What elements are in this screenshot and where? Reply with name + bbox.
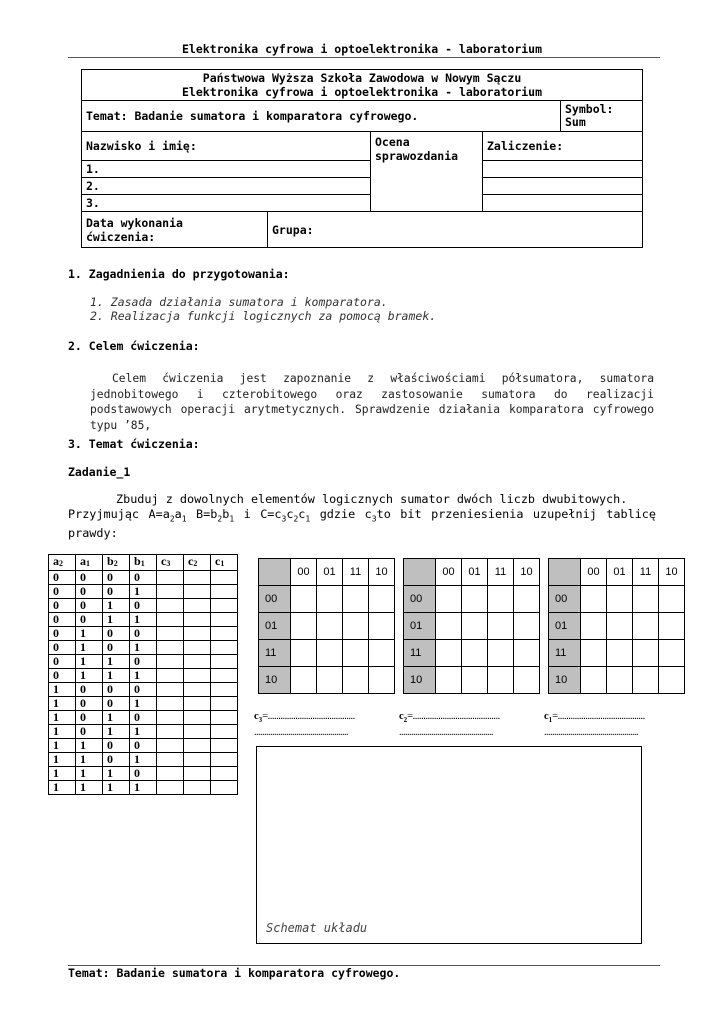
kmap-cell[interactable] <box>581 613 607 640</box>
task-line-3: prawdy: <box>68 526 118 541</box>
truth-input-cell: 1 <box>130 613 157 627</box>
truth-input-cell: 1 <box>103 599 130 613</box>
truth-input-cell: 1 <box>49 753 76 767</box>
kmap-cell[interactable] <box>659 667 685 694</box>
name-label-cell <box>82 132 371 161</box>
truth-header-cell: $a_1$ <box>76 555 103 571</box>
truth-output-cell[interactable] <box>184 697 211 711</box>
truth-input-cell: 0 <box>76 697 103 711</box>
truth-input-cell: 0 <box>130 571 157 585</box>
section-1-item: 2. Realizacja funkcji logicznych za pomocą bramek. <box>90 309 437 323</box>
truth-input-cell: 1 <box>130 697 157 711</box>
task-text: b <box>222 507 230 521</box>
kmap-cell[interactable] <box>369 586 395 613</box>
kmap-result-line[interactable]: ............................................... <box>544 727 638 738</box>
section-3-heading: 3. Temat ćwiczenia: <box>68 437 200 451</box>
kmap-cell[interactable] <box>369 613 395 640</box>
truth-input-cell: 1 <box>76 753 103 767</box>
kmap-cell[interactable] <box>462 613 488 640</box>
truth-input-cell: 1 <box>103 767 130 781</box>
kmap-corner <box>259 559 291 586</box>
truth-output-cell[interactable] <box>184 585 211 599</box>
truth-output-cell[interactable] <box>184 669 211 683</box>
task-line-2: Przyjmując $A=a_2a_1$ $B=b_2b_1$ i $C=c_3c_2c_1$ gdzie $c_3to$ bit przeniesienia uzupełnij tablicę <box>68 507 657 524</box>
truth-input-cell: 1 <box>76 739 103 753</box>
truth-output-cell[interactable] <box>184 641 211 655</box>
date-label: Data wykonania ćwiczenia: <box>86 215 183 244</box>
truth-input-cell: 0 <box>103 571 130 585</box>
student-row-2[interactable] <box>82 178 371 195</box>
kmap-cell[interactable] <box>317 667 343 694</box>
kmap-cell[interactable] <box>633 586 659 613</box>
truth-input-cell: 1 <box>76 627 103 641</box>
truth-input-cell: 0 <box>130 599 157 613</box>
truth-row <box>49 669 238 683</box>
topic-text: Temat: Badanie sumatora i komparatora cyfrowego. <box>86 109 419 123</box>
truth-input-cell: 0 <box>49 627 76 641</box>
truth-output-cell[interactable] <box>184 613 211 627</box>
truth-row <box>49 613 238 627</box>
truth-input-cell: 0 <box>103 739 130 753</box>
kmap-cell[interactable] <box>607 613 633 640</box>
task-line-1: Zbuduj z dowolnych elementów logicznych sumator dwóch liczb dwubitowych. <box>116 492 628 506</box>
truth-input-cell: 0 <box>130 711 157 725</box>
kmap-cell[interactable] <box>436 640 462 667</box>
truth-output-cell[interactable] <box>184 627 211 641</box>
name-label: Nazwisko i imię: <box>86 139 197 153</box>
truth-output-cell[interactable] <box>157 781 184 795</box>
truth-row <box>49 599 238 613</box>
truth-input-cell: 1 <box>49 781 76 795</box>
kmap-row-header: 00 <box>549 586 581 613</box>
truth-input-cell: 0 <box>76 725 103 739</box>
kmap-cell[interactable] <box>659 586 685 613</box>
truth-input-cell: 0 <box>130 739 157 753</box>
truth-input-cell: 0 <box>76 613 103 627</box>
truth-header-cell: $c_2$ <box>184 555 211 571</box>
section-1-item: 1. Zasada działania sumatora i komparatora. <box>90 295 388 309</box>
course-name: Elektronika cyfrowa i optoelektronika - laboratorium <box>182 85 543 99</box>
kmap-cell[interactable] <box>462 667 488 694</box>
kmap-cell[interactable] <box>343 640 369 667</box>
credit-row-3[interactable] <box>483 195 643 212</box>
kmap-cell[interactable] <box>633 640 659 667</box>
kmap-corner <box>549 559 581 586</box>
truth-input-cell: 1 <box>103 711 130 725</box>
kmap-row-header: 00 <box>259 586 291 613</box>
row-number: 1. <box>86 162 100 176</box>
truth-input-cell: 0 <box>76 571 103 585</box>
truth-output-cell[interactable] <box>211 739 238 753</box>
kmap-cell[interactable] <box>291 613 317 640</box>
kmap-row-header: 01 <box>404 613 436 640</box>
kmap-cell[interactable] <box>369 640 395 667</box>
kmap-row-header: 01 <box>549 613 581 640</box>
kmap-cell[interactable] <box>514 613 540 640</box>
truth-input-cell: 1 <box>103 781 130 795</box>
kmap-col-header: 00 <box>291 559 317 586</box>
truth-output-cell[interactable] <box>211 613 238 627</box>
truth-input-cell: 1 <box>130 669 157 683</box>
kmap-cell[interactable] <box>633 667 659 694</box>
truth-output-cell[interactable] <box>184 599 211 613</box>
truth-header-cell: $b_1$ <box>130 555 157 571</box>
symbol-label: Symbol: <box>565 102 614 116</box>
truth-input-cell: 1 <box>49 767 76 781</box>
truth-input-cell: 0 <box>130 767 157 781</box>
kmap-cell[interactable] <box>291 640 317 667</box>
truth-row <box>49 697 238 711</box>
truth-input-cell: 0 <box>103 697 130 711</box>
truth-input-cell: 1 <box>130 641 157 655</box>
truth-output-cell[interactable] <box>211 599 238 613</box>
kmap-cell[interactable] <box>607 667 633 694</box>
task-text: c <box>298 507 306 521</box>
kmap-cell[interactable] <box>436 586 462 613</box>
truth-input-cell: 1 <box>49 725 76 739</box>
truth-output-cell[interactable] <box>211 627 238 641</box>
truth-input-cell: 1 <box>103 613 130 627</box>
truth-output-cell[interactable] <box>184 683 211 697</box>
truth-row <box>49 655 238 669</box>
truth-output-cell[interactable] <box>211 781 238 795</box>
truth-row <box>49 711 238 725</box>
truth-output-cell[interactable] <box>184 655 211 669</box>
kmap-table <box>548 558 685 694</box>
truth-input-cell: 0 <box>49 641 76 655</box>
task-text: to bit przeniesienia uzupełnij tablicę <box>376 507 657 521</box>
truth-input-cell: 0 <box>49 585 76 599</box>
truth-input-cell: 0 <box>76 585 103 599</box>
truth-input-cell: 1 <box>76 781 103 795</box>
kmap-cell[interactable] <box>607 586 633 613</box>
task-text: a <box>174 507 182 521</box>
kmap-col-header: 00 <box>436 559 462 586</box>
kmap-cell[interactable] <box>514 667 540 694</box>
kmap-cell[interactable] <box>436 613 462 640</box>
kmap-col-header: 11 <box>343 559 369 586</box>
student-row-3[interactable] <box>82 195 371 212</box>
truth-input-cell: 1 <box>130 753 157 767</box>
kmap-cell[interactable] <box>317 640 343 667</box>
kmap-col-header: 10 <box>659 559 685 586</box>
kmap-col-header: 11 <box>633 559 659 586</box>
kmap-cell[interactable] <box>462 586 488 613</box>
truth-input-cell: 0 <box>130 683 157 697</box>
kmap-col-header: 00 <box>581 559 607 586</box>
task-text: B=b <box>186 507 218 521</box>
kmap-col-header: 01 <box>462 559 488 586</box>
truth-input-cell: 0 <box>76 683 103 697</box>
truth-row <box>49 571 238 585</box>
grade-cell <box>371 132 483 212</box>
kmap-cell[interactable] <box>581 667 607 694</box>
truth-input-cell: 1 <box>103 725 130 739</box>
truth-output-cell[interactable] <box>157 711 184 725</box>
kmap-cell[interactable] <box>514 640 540 667</box>
truth-output-cell[interactable] <box>184 739 211 753</box>
truth-output-cell[interactable] <box>157 655 184 669</box>
kmap-col-header: 10 <box>369 559 395 586</box>
section-2-heading: 2. Celem ćwiczenia: <box>68 339 200 353</box>
credit-row-2[interactable] <box>483 178 643 195</box>
kmap-cell[interactable] <box>436 667 462 694</box>
schematic-box[interactable] <box>256 746 642 944</box>
task-text: i C=c <box>234 507 282 521</box>
grade-label: Ocena sprawozdania <box>375 135 459 163</box>
task-text: gdzie c <box>310 507 372 521</box>
footer-topic: Temat: Badanie sumatora i komparatora cyfrowego. <box>68 966 401 980</box>
row-number: 3. <box>86 196 100 210</box>
kmap-cell[interactable] <box>488 667 514 694</box>
truth-header-cell: $c_3$ <box>157 555 184 571</box>
schematic-label: Schemat układu <box>266 921 368 935</box>
kmap-row-header: 01 <box>259 613 291 640</box>
kmap-row-header: 10 <box>404 667 436 694</box>
truth-input-cell: 0 <box>103 753 130 767</box>
truth-input-cell: 1 <box>76 767 103 781</box>
kmap-result-label[interactable]: $c_1=$......................................... <box>544 711 645 725</box>
truth-output-cell[interactable] <box>157 725 184 739</box>
truth-output-cell[interactable] <box>184 725 211 739</box>
kmap-corner <box>404 559 436 586</box>
truth-row <box>49 781 238 795</box>
kmap-cell[interactable] <box>462 640 488 667</box>
symbol-value: Sum <box>565 115 586 129</box>
kmap-cell[interactable] <box>291 586 317 613</box>
truth-output-cell[interactable] <box>211 753 238 767</box>
kmap-col-header: 11 <box>488 559 514 586</box>
kmap-cell[interactable] <box>581 640 607 667</box>
truth-input-cell: 1 <box>103 669 130 683</box>
truth-input-cell: 0 <box>49 599 76 613</box>
truth-output-cell[interactable] <box>157 613 184 627</box>
truth-output-cell[interactable] <box>157 627 184 641</box>
truth-input-cell: 0 <box>103 641 130 655</box>
truth-output-cell[interactable] <box>184 711 211 725</box>
truth-output-cell[interactable] <box>211 585 238 599</box>
date-cell[interactable] <box>82 212 268 248</box>
row-number: 2. <box>86 179 100 193</box>
truth-input-cell: 0 <box>49 613 76 627</box>
kmap-row-header: 10 <box>549 667 581 694</box>
truth-output-cell[interactable] <box>157 683 184 697</box>
truth-output-cell[interactable] <box>157 571 184 585</box>
truth-output-cell[interactable] <box>211 697 238 711</box>
truth-row <box>49 641 238 655</box>
kmap-row-header: 11 <box>259 640 291 667</box>
section-2-paragraph: Celem ćwiczenia jest zapoznanie z właściwościami półsumatora, sumatora jednobitowego i czterobitowego oraz zastosowanie sumatora do realizacji podstawowych operacji arytmetycznych. Sprawdzenie działania komparatora cyfrowego typu ’85, <box>90 372 654 432</box>
truth-input-cell: 1 <box>130 725 157 739</box>
kmap-col-header: 01 <box>607 559 633 586</box>
truth-input-cell: 0 <box>103 585 130 599</box>
truth-input-cell: 1 <box>76 641 103 655</box>
truth-input-cell: 0 <box>49 571 76 585</box>
truth-row <box>49 683 238 697</box>
student-row-1[interactable] <box>82 161 371 178</box>
truth-input-cell: 0 <box>103 683 130 697</box>
credit-label-cell <box>483 132 643 161</box>
truth-output-cell[interactable] <box>184 753 211 767</box>
truth-table <box>48 554 238 795</box>
kmap-cell[interactable] <box>343 586 369 613</box>
kmap-cell[interactable] <box>633 613 659 640</box>
task-text: Przyjmując A=a <box>68 507 170 521</box>
truth-output-cell[interactable] <box>157 697 184 711</box>
truth-input-cell: 0 <box>49 655 76 669</box>
kmap-col-header: 10 <box>514 559 540 586</box>
truth-output-cell[interactable] <box>211 641 238 655</box>
kmap-row-header: 10 <box>259 667 291 694</box>
kmap-cell[interactable] <box>488 640 514 667</box>
header-divider <box>68 57 660 58</box>
group-label: Grupa: <box>272 222 314 237</box>
truth-input-cell: 1 <box>49 739 76 753</box>
truth-output-cell[interactable] <box>157 585 184 599</box>
truth-output-cell[interactable] <box>157 599 184 613</box>
truth-input-cell: 1 <box>76 655 103 669</box>
truth-output-cell[interactable] <box>184 781 211 795</box>
truth-header-cell: $c_1$ <box>211 555 238 571</box>
group-cell[interactable] <box>268 212 643 248</box>
truth-output-cell[interactable] <box>184 571 211 585</box>
kmap-cell[interactable] <box>488 586 514 613</box>
credit-row-1[interactable] <box>483 161 643 178</box>
truth-output-cell[interactable] <box>211 683 238 697</box>
section-1-heading: 1. Zagadnienia do przygotowania: <box>68 267 290 281</box>
truth-input-cell: 1 <box>49 697 76 711</box>
truth-input-cell: 0 <box>130 627 157 641</box>
truth-input-cell: 0 <box>103 627 130 641</box>
kmap-cell[interactable] <box>317 613 343 640</box>
school-name: Państwowa Wyższa Szkoła Zawodowa w Nowym Sączu <box>202 71 522 85</box>
kmap-row-header: 11 <box>549 640 581 667</box>
kmap-cell[interactable] <box>343 613 369 640</box>
truth-input-cell: 1 <box>49 683 76 697</box>
kmap-result-label[interactable]: $c_2=$......................................... <box>399 711 500 725</box>
truth-output-cell[interactable] <box>211 571 238 585</box>
truth-input-cell: 1 <box>130 781 157 795</box>
truth-output-cell[interactable] <box>211 669 238 683</box>
truth-output-cell[interactable] <box>211 711 238 725</box>
kmap-result-line[interactable]: ............................................... <box>399 727 493 738</box>
truth-header-cell: $a_2$ <box>49 555 76 571</box>
symbol-cell <box>561 101 643 132</box>
report-header-form <box>81 69 643 248</box>
truth-row <box>49 767 238 781</box>
truth-row <box>49 725 238 739</box>
truth-input-cell: 0 <box>49 669 76 683</box>
kmap-table <box>258 558 395 694</box>
truth-output-cell[interactable] <box>184 767 211 781</box>
kmap-row-header: 00 <box>404 586 436 613</box>
kmap-result-label[interactable]: $c_3=$......................................... <box>254 711 355 725</box>
truth-input-cell: 1 <box>130 585 157 599</box>
kmap-cell[interactable] <box>488 613 514 640</box>
truth-output-cell[interactable] <box>211 725 238 739</box>
school-cell <box>82 70 643 101</box>
kmap-cell[interactable] <box>514 586 540 613</box>
truth-output-cell[interactable] <box>211 767 238 781</box>
truth-input-cell: 0 <box>76 599 103 613</box>
kmap-cell[interactable] <box>659 613 685 640</box>
truth-output-cell[interactable] <box>157 669 184 683</box>
truth-header-cell: $b_2$ <box>103 555 130 571</box>
truth-row <box>49 627 238 641</box>
kmap-row-header: 11 <box>404 640 436 667</box>
truth-row <box>49 739 238 753</box>
kmap-result-line[interactable]: ............................................... <box>254 727 348 738</box>
truth-row <box>49 753 238 767</box>
kmap-cell[interactable] <box>343 667 369 694</box>
task-text: c <box>286 507 294 521</box>
task-description <box>68 492 656 541</box>
truth-input-cell: 0 <box>76 711 103 725</box>
truth-output-cell[interactable] <box>157 739 184 753</box>
truth-input-cell: 1 <box>49 711 76 725</box>
kmap-col-header: 01 <box>317 559 343 586</box>
truth-input-cell: 0 <box>130 655 157 669</box>
kmap-cell[interactable] <box>369 667 395 694</box>
page-header-title: Elektronika cyfrowa i optoelektronika - laboratorium <box>181 42 543 56</box>
topic-cell <box>82 101 561 132</box>
truth-output-cell[interactable] <box>211 655 238 669</box>
credit-label: Zaliczenie: <box>487 139 564 153</box>
truth-output-cell[interactable] <box>157 753 184 767</box>
kmap-table <box>403 558 540 694</box>
kmap-cell[interactable] <box>581 586 607 613</box>
task-heading: Zadanie_1 <box>68 465 131 479</box>
truth-input-cell: 1 <box>103 655 130 669</box>
truth-output-cell[interactable] <box>157 641 184 655</box>
kmap-cell[interactable] <box>659 640 685 667</box>
truth-input-cell: 1 <box>76 669 103 683</box>
kmap-cell[interactable] <box>291 667 317 694</box>
truth-row <box>49 585 238 599</box>
kmap-cell[interactable] <box>317 586 343 613</box>
truth-output-cell[interactable] <box>157 767 184 781</box>
kmap-cell[interactable] <box>607 640 633 667</box>
